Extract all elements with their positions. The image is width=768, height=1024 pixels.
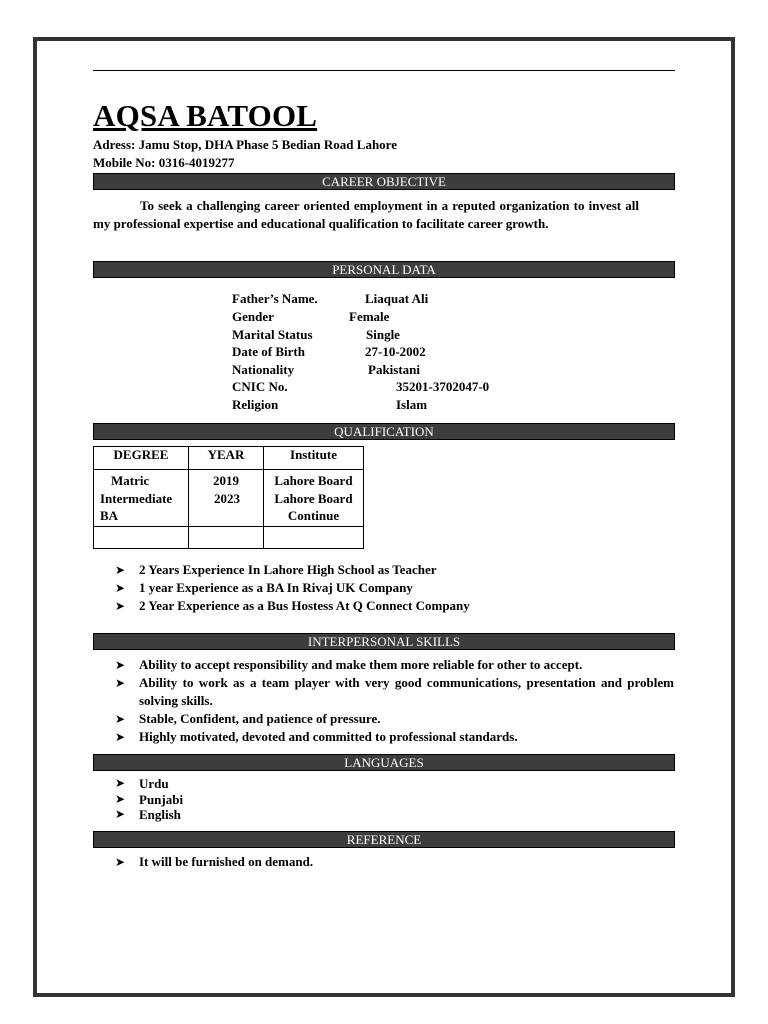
table-row-empty bbox=[94, 527, 364, 549]
degree-cell bbox=[94, 470, 189, 527]
list-item bbox=[115, 561, 470, 579]
languages-heading: LANGUAGES bbox=[93, 754, 675, 771]
arrowhead-bullet-icon: ➤ bbox=[115, 712, 126, 726]
personal-label: Gender bbox=[232, 309, 274, 324]
experience-list bbox=[115, 561, 470, 615]
list-item bbox=[115, 579, 470, 597]
institute-item: Lahore Board bbox=[274, 490, 353, 506]
personal-label: Marital Status bbox=[232, 327, 313, 342]
qualification-table bbox=[93, 446, 364, 549]
reference-text: It will be furnished on demand. bbox=[139, 854, 314, 869]
arrowhead-bullet-icon: ➤ bbox=[115, 776, 126, 790]
mobile-line: Mobile No: 0316-4019277 bbox=[93, 155, 235, 170]
personal-value: Liaquat Ali bbox=[365, 291, 429, 306]
list-item bbox=[115, 597, 470, 615]
skill-text: Stable, Confident, and patience of pressure. bbox=[139, 711, 381, 726]
arrowhead-bullet-icon: ➤ bbox=[115, 676, 126, 690]
degree-item: Intermediate bbox=[100, 490, 173, 506]
personal-value: Single bbox=[366, 327, 400, 342]
candidate-name: AQSA BATOOL bbox=[93, 98, 318, 133]
skills-list bbox=[115, 656, 674, 746]
career-objective-heading: CAREER OBJECTIVE bbox=[93, 173, 675, 190]
table-header-row bbox=[94, 447, 364, 470]
skill-text: Highly motivated, devoted and committed to professional standards. bbox=[139, 729, 518, 744]
arrowhead-bullet-icon: ➤ bbox=[115, 730, 126, 744]
personal-label: CNIC No. bbox=[232, 379, 288, 394]
empty-cell bbox=[94, 527, 189, 549]
personal-label: Father’s Name. bbox=[232, 291, 318, 306]
list-item bbox=[115, 807, 183, 823]
personal-value: Female bbox=[349, 309, 390, 324]
list-item bbox=[115, 728, 674, 746]
arrowhead-bullet-icon: ➤ bbox=[115, 791, 126, 806]
list-item bbox=[115, 674, 674, 710]
list-item bbox=[115, 656, 674, 674]
table-header-year: YEAR bbox=[189, 447, 264, 470]
degree-item: BA bbox=[100, 508, 119, 523]
reference-list bbox=[115, 853, 313, 871]
arrowhead-bullet-icon: ➤ bbox=[115, 599, 126, 613]
degree-item: Matric bbox=[111, 473, 150, 488]
personal-value: 35201-3702047-0 bbox=[396, 379, 490, 394]
skill-text: Ability to work as a team player with very good communications, presentation and problem solving skills. bbox=[139, 675, 674, 708]
personal-value: Islam bbox=[396, 397, 428, 412]
personal-label: Religion bbox=[232, 397, 279, 412]
language-text: Urdu bbox=[139, 776, 169, 791]
list-item bbox=[115, 853, 313, 871]
personal-label: Nationality bbox=[232, 362, 295, 377]
personal-value: Pakistani bbox=[368, 362, 421, 377]
arrowhead-bullet-icon: ➤ bbox=[115, 581, 126, 595]
arrowhead-bullet-icon: ➤ bbox=[115, 855, 126, 869]
experience-text: 2 Year Experience as a Bus Hostess At Q Connect Company bbox=[139, 598, 470, 613]
languages-list bbox=[115, 776, 183, 823]
year-cell bbox=[189, 470, 264, 527]
year-item: 2023 bbox=[214, 490, 240, 506]
institute-item: Lahore Board bbox=[274, 473, 353, 488]
empty-cell bbox=[189, 527, 264, 549]
objective-text: To seek a challenging career oriented employment in a reputed organization to invest all my professional expertise and educational qualification to facilitate career growth. bbox=[93, 198, 639, 231]
personal-data-heading: PERSONAL DATA bbox=[93, 261, 675, 278]
empty-cell bbox=[264, 527, 364, 549]
experience-text: 1 year Experience as a BA In Rivaj UK Company bbox=[139, 580, 413, 595]
year-item: 2019 bbox=[213, 473, 239, 488]
arrowhead-bullet-icon: ➤ bbox=[115, 563, 126, 577]
experience-text: 2 Years Experience In Lahore High School as Teacher bbox=[139, 562, 437, 577]
list-item bbox=[115, 710, 674, 728]
arrowhead-bullet-icon: ➤ bbox=[115, 658, 126, 672]
list-item bbox=[115, 776, 183, 792]
top-rule bbox=[93, 70, 675, 71]
institute-item: Continue bbox=[287, 508, 340, 523]
institute-cell bbox=[264, 470, 364, 527]
qualification-heading: QUALIFICATION bbox=[93, 423, 675, 440]
table-row bbox=[94, 470, 364, 527]
interpersonal-skills-heading: INTERPERSONAL SKILLS bbox=[93, 633, 675, 650]
skill-text: Ability to accept responsibility and make them more reliable for other to accept. bbox=[139, 657, 583, 672]
arrowhead-bullet-icon: ➤ bbox=[115, 807, 126, 821]
reference-heading: REFERENCE bbox=[93, 831, 675, 848]
address-line: Adress: Jamu Stop, DHA Phase 5 Bedian Road Lahore bbox=[93, 137, 397, 152]
personal-value: 27-10-2002 bbox=[365, 344, 426, 359]
language-text: Punjabi bbox=[139, 791, 184, 807]
personal-label: Date of Birth bbox=[232, 344, 305, 359]
list-item bbox=[115, 792, 183, 808]
language-text: English bbox=[139, 807, 181, 822]
table-header-institute: Institute bbox=[264, 447, 364, 470]
table-header-degree: DEGREE bbox=[94, 447, 189, 470]
